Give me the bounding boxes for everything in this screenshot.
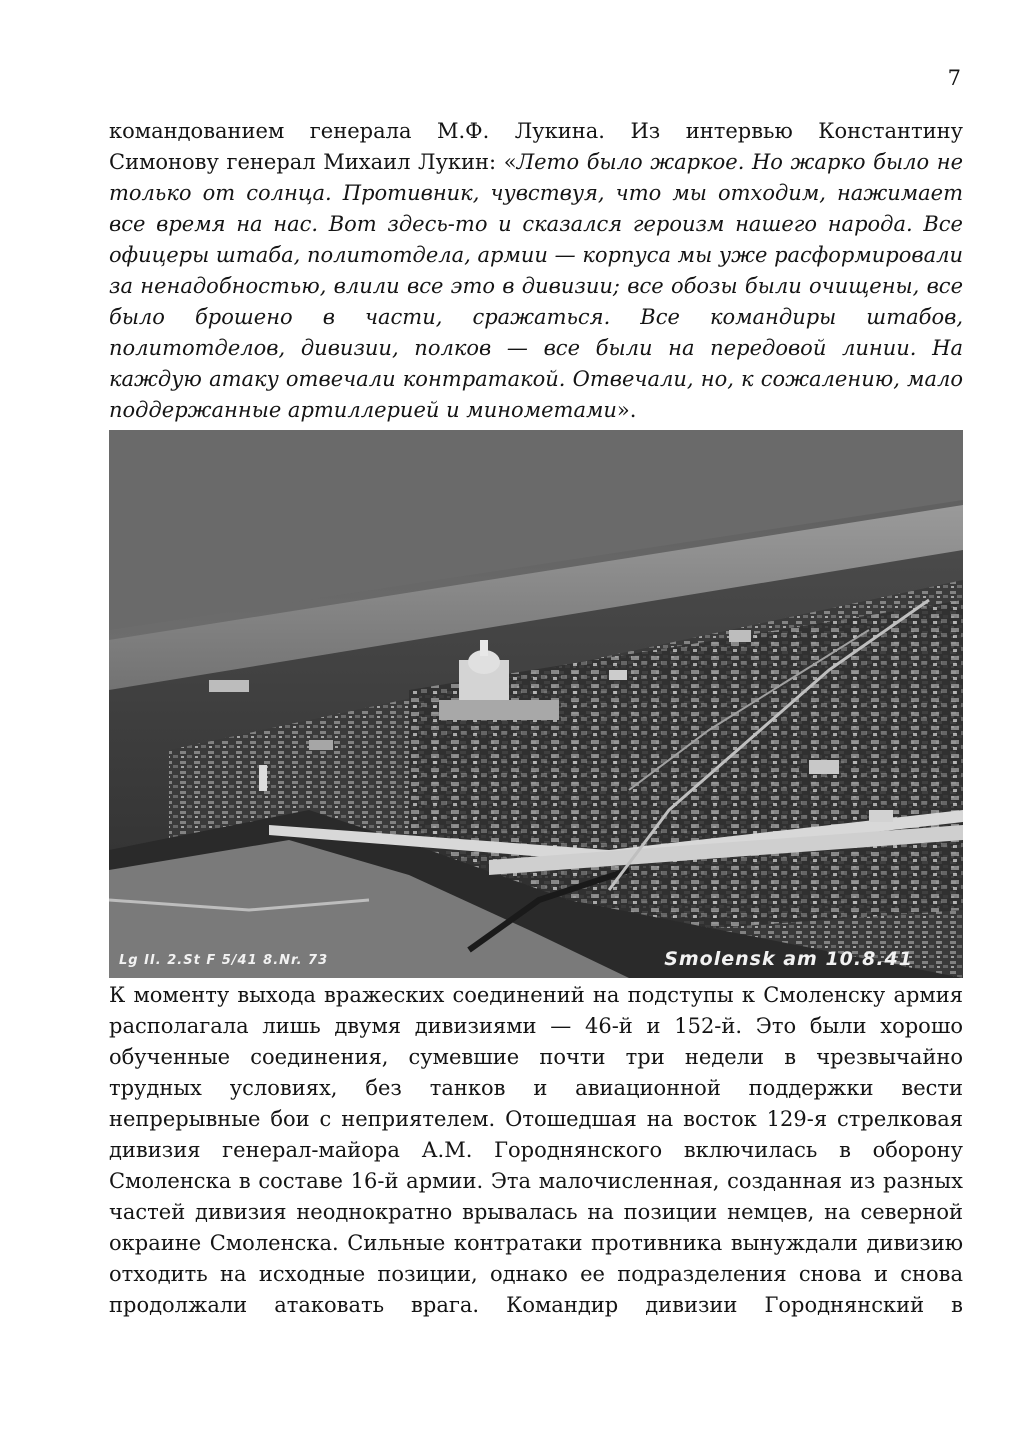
aerial-photo-image xyxy=(109,430,963,978)
bottom-paragraph xyxy=(109,980,963,1321)
top-paragraph xyxy=(109,116,963,426)
photo-caption-right: Smolensk am 10.8.41 xyxy=(664,948,913,970)
photo-caption-left: Lg II. 2.St F 5/41 8.Nr. 73 xyxy=(119,953,329,968)
quote-text: Лето было жаркое. Но жарко было не только от солнца. Противник, чувствуя, что мы отходим, нажимает все время на нас. Вот здесь-то и сказался героизм нашего народа. Все офицеры штаба, политотдела, армии — корпуса мы уже расформировали за ненадобностью, влили все это в дивизии; все обозы были очищены, все было брошено в части, сражаться. Все командиры штабов, политотделов, дивизии, полков — все были на передовой линии. На каждую атаку отвечали контратакой. Отвечали, но, к сожалению, мало поддержанные артиллерией и минометами xyxy=(109,150,963,422)
aerial-photo-smolensk xyxy=(109,430,963,978)
quote-close: ». xyxy=(616,398,637,422)
page-number: 7 xyxy=(947,66,961,90)
paragraph-lead: командованием генерала М.Ф. Лукина. Из интервью Константину Симонову генерал Михаил Лукин: « xyxy=(109,119,963,174)
bottom-paragraph-text: К моменту выхода вражеских соединений на подступы к Смоленску армия располагала лишь двумя дивизиями — 46-й и 152-й. Это были хорошо обученные соединения, сумевшие почти три недели в чрезвычайно трудных условиях, без танков и авиационной поддержки вести непрерывные бои с неприятелем. Отошедшая на восток 129-я стрелковая дивизия генерал-майора А.М. Городнянского включилась в оборону Смоленска в составе 16-й армии. Эта малочисленная, созданная из разных частей дивизия неоднократно врывалась на позиции немцев, на северной окраине Смоленска. Сильные контратаки противника вынуждали дивизию отходить на исходные позиции, однако ее подразделения снова и снова продолжали атаковать врага. Командир дивизии Городнянский в xyxy=(109,983,963,1317)
